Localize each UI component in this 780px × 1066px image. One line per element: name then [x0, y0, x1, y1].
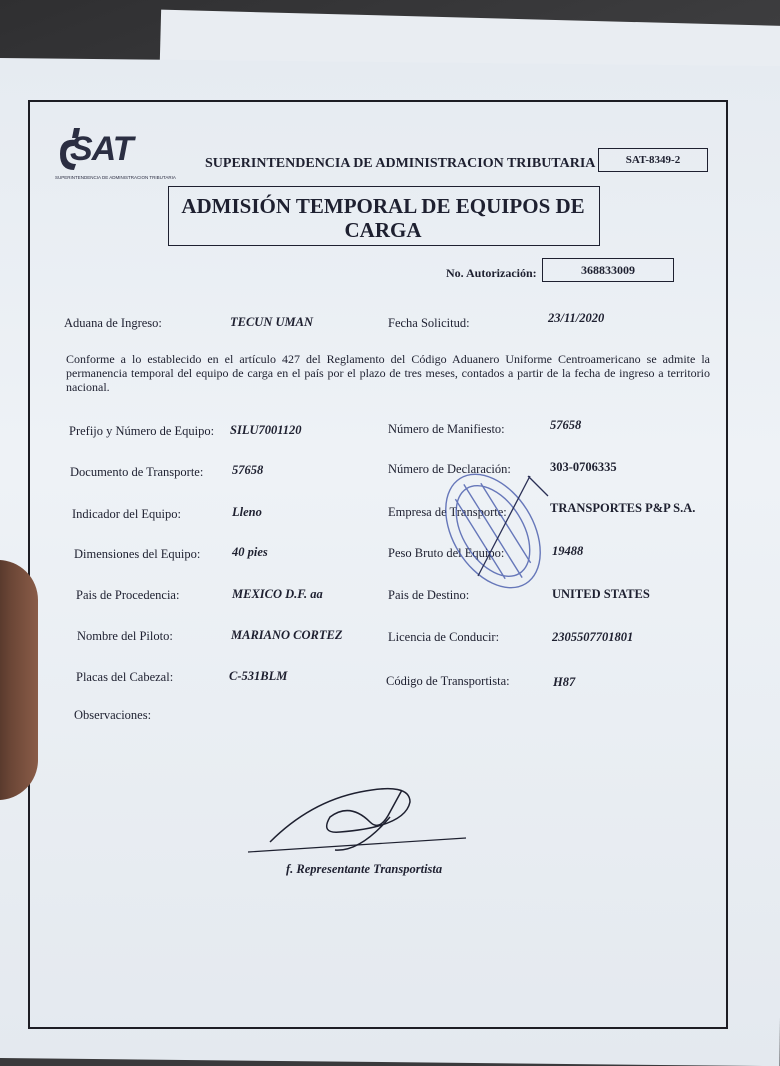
document-title: [168, 194, 598, 242]
fecha-value: 23/11/2020: [548, 311, 605, 325]
field-label: Pais de Destino:: [388, 588, 470, 602]
field-label: Licencia de Conducir:: [388, 630, 500, 644]
authorization-label: No. Autorización:: [446, 266, 537, 280]
legal-paragraph: Conforme a lo establecido en el artículo 427 del Reglamento del Código Aduanero Uniforme Centroamericano se admite la permanencia temporal del equipo de carga en el país por el plazo de tres meses, contados a partir de la fecha de ingreso a territorio nacional.: [66, 352, 710, 394]
field-value: 57658: [550, 418, 582, 432]
title-line-2: CARGA: [344, 218, 422, 242]
aduana-label: Aduana de Ingreso:: [64, 316, 162, 330]
field-value: 2305507701801: [552, 630, 634, 644]
field-value: UNITED STATES: [552, 587, 650, 601]
field-label: Peso Bruto del Equipo:: [388, 546, 505, 560]
field-value: SILU7001120: [230, 423, 302, 437]
agency-name: SUPERINTENDENCIA DE ADMINISTRACION TRIBUTARIA: [205, 156, 596, 171]
field-label: Dimensiones del Equipo:: [74, 547, 201, 561]
authorization-number: 368833009: [542, 258, 674, 282]
field-label: Número de Declaración:: [388, 462, 511, 476]
observaciones-label: Observaciones:: [74, 708, 152, 722]
field-label: Placas del Cabezal:: [76, 670, 174, 684]
logo-subtext: SUPERINTENDENCIA DE ADMINISTRACION TRIBUTARIA: [55, 175, 176, 180]
field-value: 57658: [232, 463, 264, 477]
field-value: C-531BLM: [229, 669, 288, 683]
field-label: Código de Transportista:: [386, 674, 510, 688]
field-value: Lleno: [232, 505, 262, 519]
title-line-1: ADMISIÓN TEMPORAL DE EQUIPOS DE: [181, 194, 585, 218]
field-value: TRANSPORTES P&P S.A.: [550, 501, 696, 515]
field-label: Número de Manifiesto:: [388, 422, 505, 436]
signature-caption: f. Representante Transportista: [286, 862, 443, 876]
fecha-label: Fecha Solicitud:: [388, 316, 470, 330]
logo-text: SAT: [70, 130, 133, 168]
field-value: 303-0706335: [550, 460, 617, 474]
field-value: 40 pies: [232, 545, 268, 559]
field-label: Empresa de Transporte:: [388, 505, 507, 519]
field-value: 19488: [552, 544, 584, 558]
field-label: Nombre del Piloto:: [77, 629, 173, 643]
field-value: MARIANO CORTEZ: [231, 628, 343, 642]
signature-icon: [240, 772, 480, 862]
field-label: Prefijo y Número de Equipo:: [69, 424, 215, 438]
form-code-box: SAT-8349-2: [598, 148, 708, 172]
field-label: Indicador del Equipo:: [72, 507, 181, 521]
field-label: Documento de Transporte:: [70, 465, 204, 479]
field-value: H87: [553, 675, 576, 689]
field-label: Pais de Procedencia:: [76, 588, 180, 602]
customs-stamp-icon: [418, 456, 568, 606]
field-value: MEXICO D.F. aa: [232, 587, 323, 601]
aduana-value: TECUN UMAN: [230, 315, 313, 329]
thumb-holding-paper: [0, 560, 38, 800]
